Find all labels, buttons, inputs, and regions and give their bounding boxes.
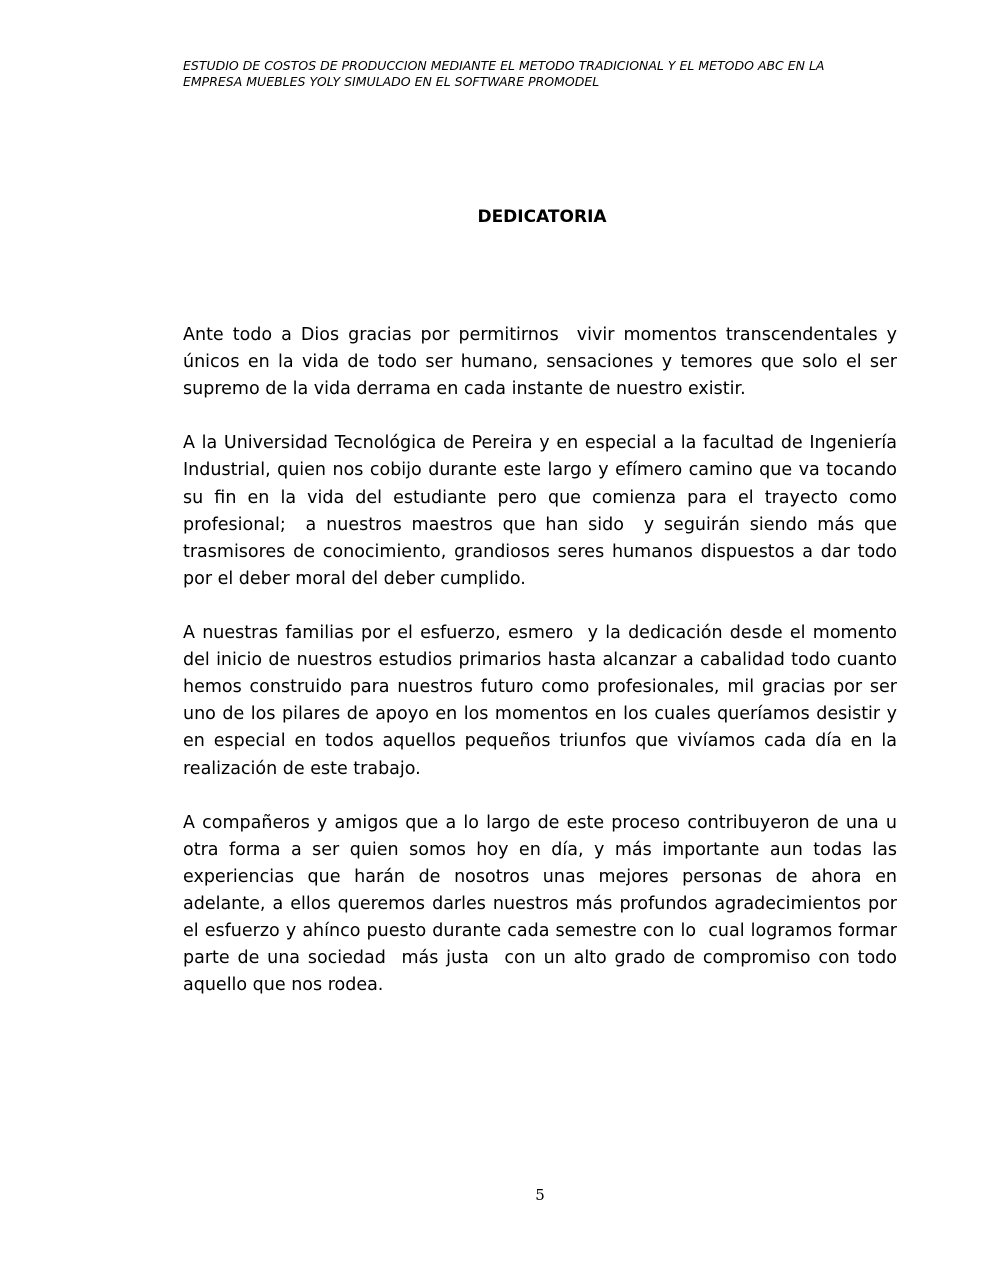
dedication-body	[183, 322, 903, 1026]
paragraph-god: Ante todo a Dios gracias por permitirnos vivir momentos transcendentales y únicos en la vida de todo ser humano, sensaciones y temores que solo el ser supremo de la vida derrama en cada instante de nuestro existir.	[183, 325, 903, 400]
page-title: DEDICATORIA	[477, 207, 607, 227]
running-header-line-1: ESTUDIO DE COSTOS DE PRODUCCION MEDIANTE EL METODO TRADICIONAL Y EL METODO ABC EN LA	[183, 58, 825, 73]
paragraph-university: A la Universidad Tecnológica de Pereira y en especial a la facultad de Ingeniería Industrial, quien nos cobijo durante este largo y efímero camino que va tocando su fin en la vida del estudiante pero que comienza para el trayecto como profesional; a nuestros maestros que han sido y seguirán siendo más que trasmisores de conocimiento, grandiosos seres humanos dispuestos a dar todo por el deber moral del deber cumplido.	[183, 433, 903, 589]
paragraph-families: A nuestras familias por el esfuerzo, esmero y la dedicación desde el momento del inicio de nuestros estudios primarios hasta alcanzar a cabalidad todo cuanto hemos construido para nuestros futuro como profesionales, mil gracias por ser uno de los pilares de apoyo en los momentos en los cuales queríamos desistir y en especial en todos aquellos pequeños triunfos que vivíamos cada día en la realización de este trabajo.	[183, 623, 903, 779]
page-number: 5	[535, 1186, 545, 1204]
running-header	[183, 58, 883, 90]
paragraph-friends: A compañeros y amigos que a lo largo de este proceso contribuyeron de una u otra forma a ser quien somos hoy en día, y más importante aun todas las experiencias que harán de nosotros unas mejores personas de ahora en adelante, a ellos queremos darles nuestros más profundos agradecimientos por el esfuerzo y ahínco puesto durante cada semestre con lo cual logramos formar parte de una sociedad más justa con un alto grado de compromiso con todo aquello que nos rodea.	[183, 812, 903, 996]
running-header-line-2: EMPRESA MUEBLES YOLY SIMULADO EN EL SOFTWARE PROMODEL	[183, 74, 600, 89]
